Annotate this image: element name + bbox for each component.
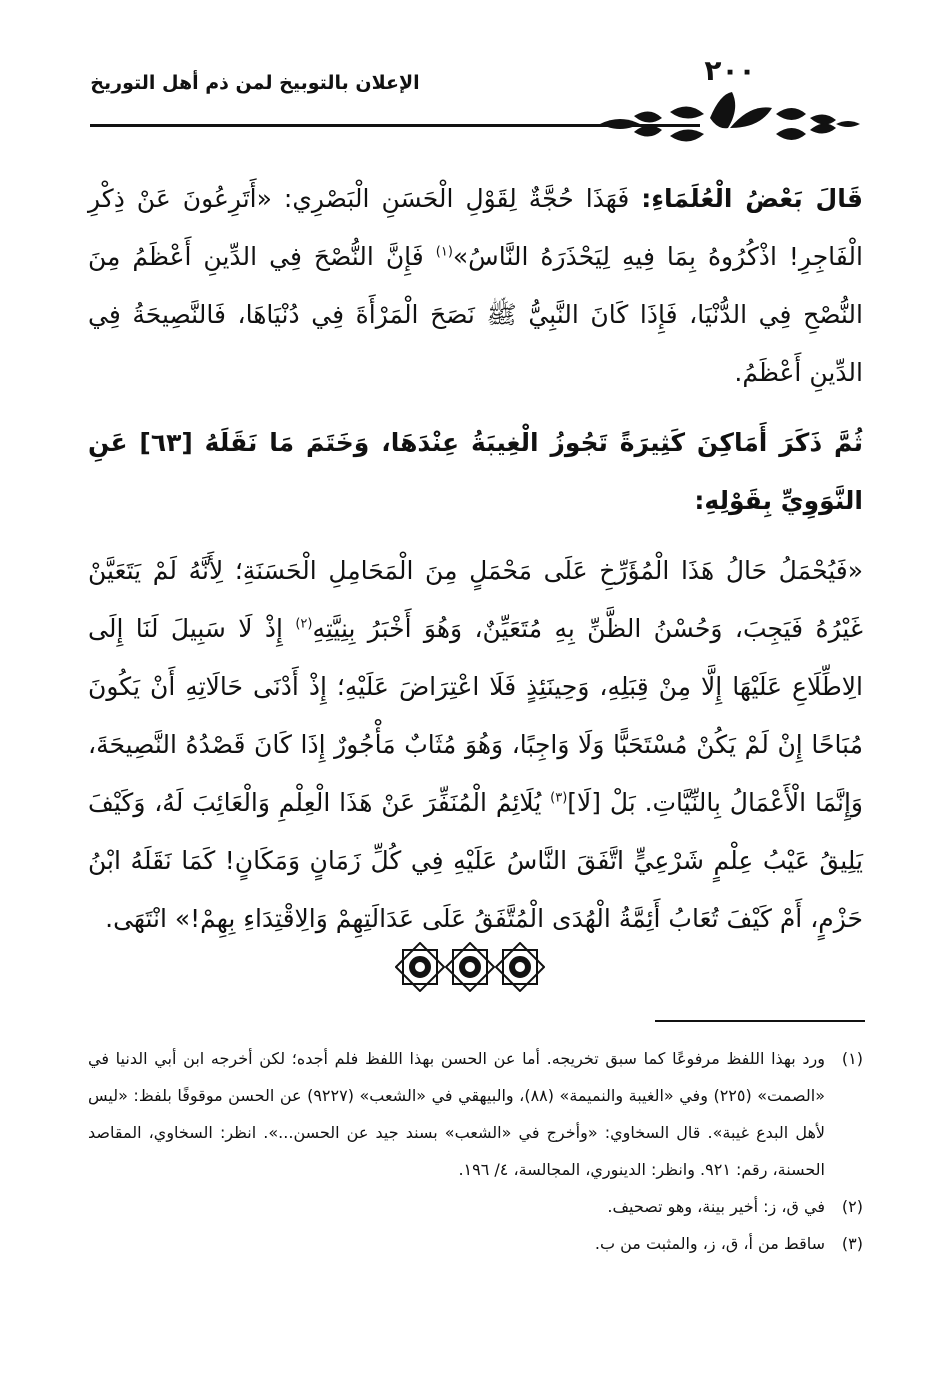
footnote-text: في ق، ز: أخير بينة، وهو تصحيف.: [607, 1197, 825, 1216]
paragraph-1-text-a: فَهَذَا حُجَّةٌ لِقَوْلِ الْحَسَنِ الْبَصْرِي: «أَتَرِعُونَ عَنْ ذِكْرِ الْفَاجِرِ! اذْكُرُوهُ بِمَا فِيهِ لِيَحْذَرَهُ النَّاسُ»: [88, 184, 863, 271]
footnote-text: ورد بهذا اللفظ مرفوعًا كما سبق تخريجه. أما عن الحسن بهذا اللفظ فلم أجده؛ لكن أخرجه ابن أبي الدنيا في «الصمت» (٢٢٥) وفي «الغيبة والنميمة» (٨٨)، والبيهقي في «الشعب» (٩٢٢٧) عن الحسن موقوفًا بلفظ: «ليس لأهل البدع غيبة». قال السخاوي: «وأخرج في «الشعب» بسند جيد عن الحسن...». انظر: السخاوي، المقاصد الحسنة، رقم: ٩٢١. وانظر: الدينوري، المجالسة، ٤/ ١٩٦.: [88, 1049, 825, 1179]
footnote-1: [88, 1040, 863, 1188]
footnote-number: (٢): [841, 1197, 863, 1216]
footnote-rule: [655, 1020, 865, 1022]
footnote-text: ساقط من أ، ق، ز، والمثبت من ب.: [594, 1234, 825, 1253]
footnote-marker-1: (١): [435, 244, 453, 260]
footnotes: [88, 1040, 863, 1262]
separator-star-icon: [496, 943, 544, 991]
footnote-marker-2: (٢): [295, 616, 313, 632]
footnote-number: (٣): [841, 1234, 863, 1253]
header-rule: [90, 124, 700, 127]
footnote-2: [88, 1188, 863, 1225]
paragraph-3-text-a: «فَيُحْمَلُ حَالُ هَذَا الْمُؤَرِّخِ عَلَى مَحْمَلٍ مِنَ الْمَحَامِلِ الْحَسَنَةِ؛ لِأَنَّهُ لَمْ يَتَعَيَّنْ غَيْرُهُ فَيَجِبَ، وَحُسْنُ الظَّنِّ بِهِ مُتَعَيِّنٌ، وَهُوَ أَخْبَرُ بِنِيَّتِهِ: [88, 556, 863, 643]
footnote-3: [88, 1225, 863, 1262]
paragraph-1-text-b: فَإِنَّ النُّصْحَ فِي الدِّينِ أَعْظَمُ مِنَ النُّصْحِ فِي الدُّنْيَا، فَإِذَا كَانَ النَّبِيُّ ﷺ نَصَحَ الْمَرْأَةَ فِي دُنْيَاهَا، فَالنَّصِيحَةُ فِي الدِّينِ أَعْظَمُ.: [88, 242, 863, 387]
separator-star-icon: [396, 943, 444, 991]
paragraph-2: ثُمَّ ذَكَرَ أَمَاكِنَ كَثِيرَةً تَجُوزُ الْغِيبَةُ عِنْدَهَا، وَخَتَمَ مَا نَقَلَهُ [٦٣] عَنِ النَّوَوِيِّ بِقَوْلِهِ:: [88, 428, 863, 515]
running-title: الإعلان بالتوبيخ لمن ذم أهل التوريخ: [90, 72, 420, 94]
header-ornament: [600, 88, 860, 144]
paragraph-3-text-c: يُلَائِمُ الْمُنَفِّرَ عَنْ هَذَا الْعِلْمِ وَالْعَائِبَ لَهُ، وَكَيْفَ يَلِيقُ عَيْبُ عِلْمٍ شَرْعِيٍّ اتَّفَقَ النَّاسُ عَلَيْهِ فِي كُلِّ زَمَانٍ وَمَكَانٍ! كَمَا نَقَلَهُ ابْنُ حَزْمٍ، أَمْ كَيْفَ تُعَابُ أَئِمَّةُ الْهُدَى الْمُتَّفَقُ عَلَى عَدَالَتِهِمْ وَالِاقْتِدَاءِ بِهِمْ!» انْتَهَى.: [88, 788, 863, 933]
paragraph-3-text-b: إِذْ لَا سَبِيلَ لَنَا إِلَى الِاطِّلَاعِ عَلَيْهَا إِلَّا مِنْ قِبَلِهِ، وَحِينَئِذٍ فَلَا اعْتِرَاضَ عَلَيْهِ؛ إِذْ أَدْنَى حَالَاتِهِ أَنْ يَكُونَ مُبَاحًا إِنْ لَمْ يَكُنْ مُسْتَحَبًّا وَلَا وَاجِبًا، وَهُوَ مُثَابٌ مَأْجُورٌ إِذَا كَانَ قَصْدُهُ النَّصِيحَةَ، وَإِنَّمَا الْأَعْمَالُ بِالنِّيَّاتِ. بَلْ [لَا]: [88, 614, 864, 817]
footnote-number: (١): [841, 1049, 863, 1068]
paragraph-3: [88, 542, 863, 948]
section-separator: [395, 942, 545, 992]
page-number: ٢٠٠: [704, 54, 756, 87]
paragraph-1: [88, 170, 863, 402]
main-text: [88, 170, 863, 948]
separator-star-icon: [446, 943, 494, 991]
paragraph-1-lead: قَالَ بَعْضُ الْعُلَمَاءِ:: [641, 184, 863, 213]
footnote-marker-3: (٣): [550, 790, 568, 806]
